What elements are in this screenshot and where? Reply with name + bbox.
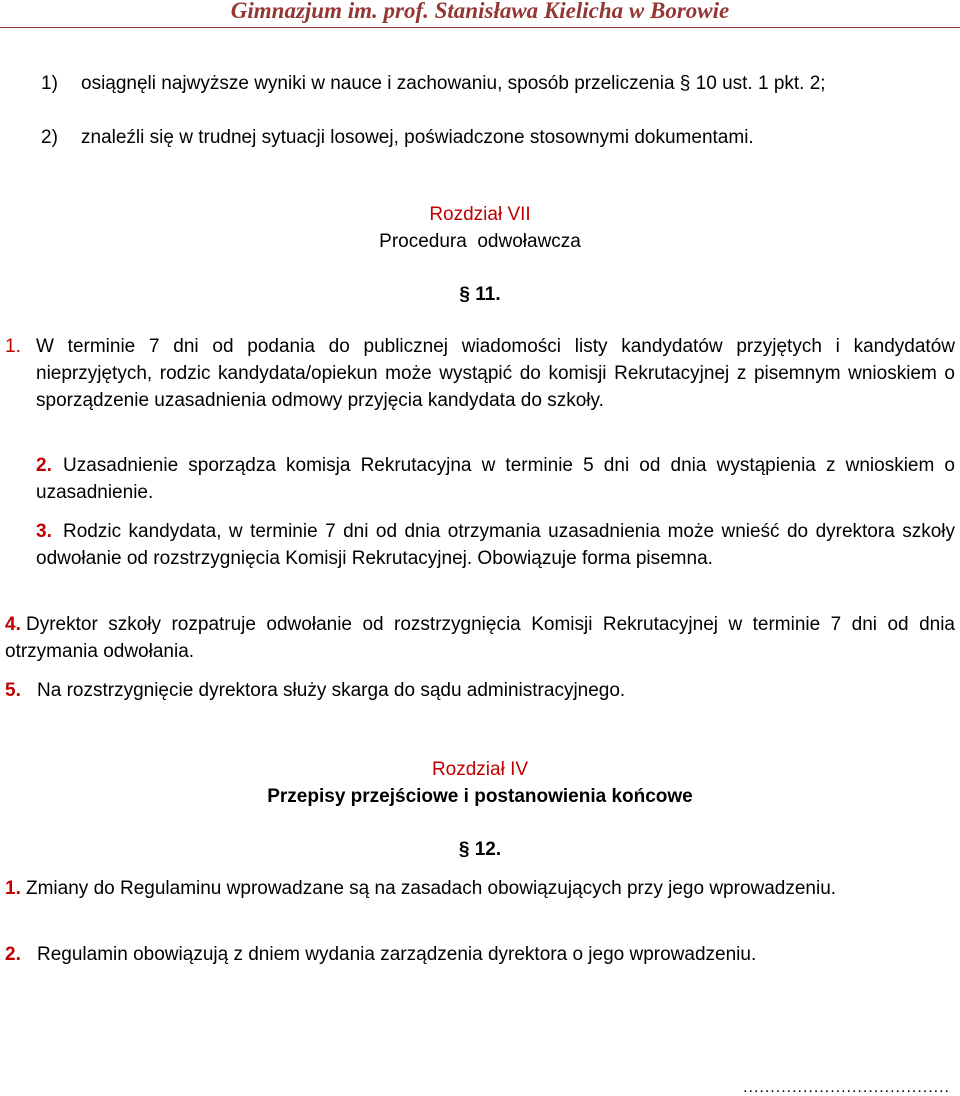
section-number: § 11. xyxy=(459,284,501,305)
paragraph-number: 2. xyxy=(36,455,52,476)
paragraph-text: Zmiany do Regulaminu wprowadzane są na zasadach obowiązujących przy jego wprowadzeniu. xyxy=(26,878,837,899)
chapter-title: Rozdział VII xyxy=(429,204,531,225)
chapter-subtitle: Procedura odwoławcza xyxy=(379,231,581,252)
chapter-subtitle: Przepisy przejściowe i postanowienia końcowe xyxy=(267,786,693,807)
paragraph-text: Dyrektor szkoły rozpatruje odwołanie od rozstrzygnięcia Komisji Rekrutacyjnej w terminie 7 dni od dnia otrzymania odwołania. xyxy=(5,614,955,662)
paragraph-number: 4. xyxy=(5,614,21,635)
paragraph-number: 2. xyxy=(5,944,21,965)
paragraph-number: 1. xyxy=(5,336,21,357)
list-number: 1) xyxy=(41,73,58,94)
paragraph-text: Uzasadnienie sporządza komisja Rekrutacyjna w terminie 5 dni od dnia wystąpienia z wnioskiem o uzasadnienie. xyxy=(36,455,955,503)
page-header: Gimnazjum im. prof. Stanisława Kielicha w Borowie xyxy=(230,0,730,23)
chapter-title: Rozdział IV xyxy=(431,759,529,780)
signature-dots: ...................................... xyxy=(743,1079,950,1096)
paragraph-text: Na rozstrzygnięcie dyrektora służy skarga do sądu administracyjnego. xyxy=(37,680,626,701)
header-rule xyxy=(0,27,960,28)
paragraph-text: W terminie 7 dni od podania do publicznej wiadomości listy kandydatów przyjętych i kandydatów nieprzyjętych, rodzic kandydata/opiekun może wystąpić do komisji Rekrutacyjnej z pisemnym wnioskiem o sporządzenie uzasadnienia odmowy przyjęcia kandydata do szkoły. xyxy=(36,336,955,411)
section-number: § 12. xyxy=(458,839,502,860)
list-item-text: znaleźli się w trudnej sytuacji losowej, poświadczone stosownymi dokumentami. xyxy=(81,127,754,148)
paragraph-text: Rodzic kandydata, w terminie 7 dni od dnia otrzymania uzasadnienia może wnieść do dyrektora szkoły odwołanie od rozstrzygnięcia Komisji Rekrutacyjnej. Obowiązuje forma pisemna. xyxy=(36,521,955,569)
list-item-text: osiągnęli najwyższe wyniki w nauce i zachowaniu, sposób przeliczenia § 10 ust. 1 pkt. 2; xyxy=(81,73,826,94)
paragraph-text: Regulamin obowiązują z dniem wydania zarządzenia dyrektora o jego wprowadzeniu. xyxy=(37,944,757,965)
paragraph-number: 3. xyxy=(36,521,52,542)
paragraph-number: 1. xyxy=(5,878,21,899)
paragraph-number: 5. xyxy=(5,680,21,701)
list-number: 2) xyxy=(41,127,58,148)
